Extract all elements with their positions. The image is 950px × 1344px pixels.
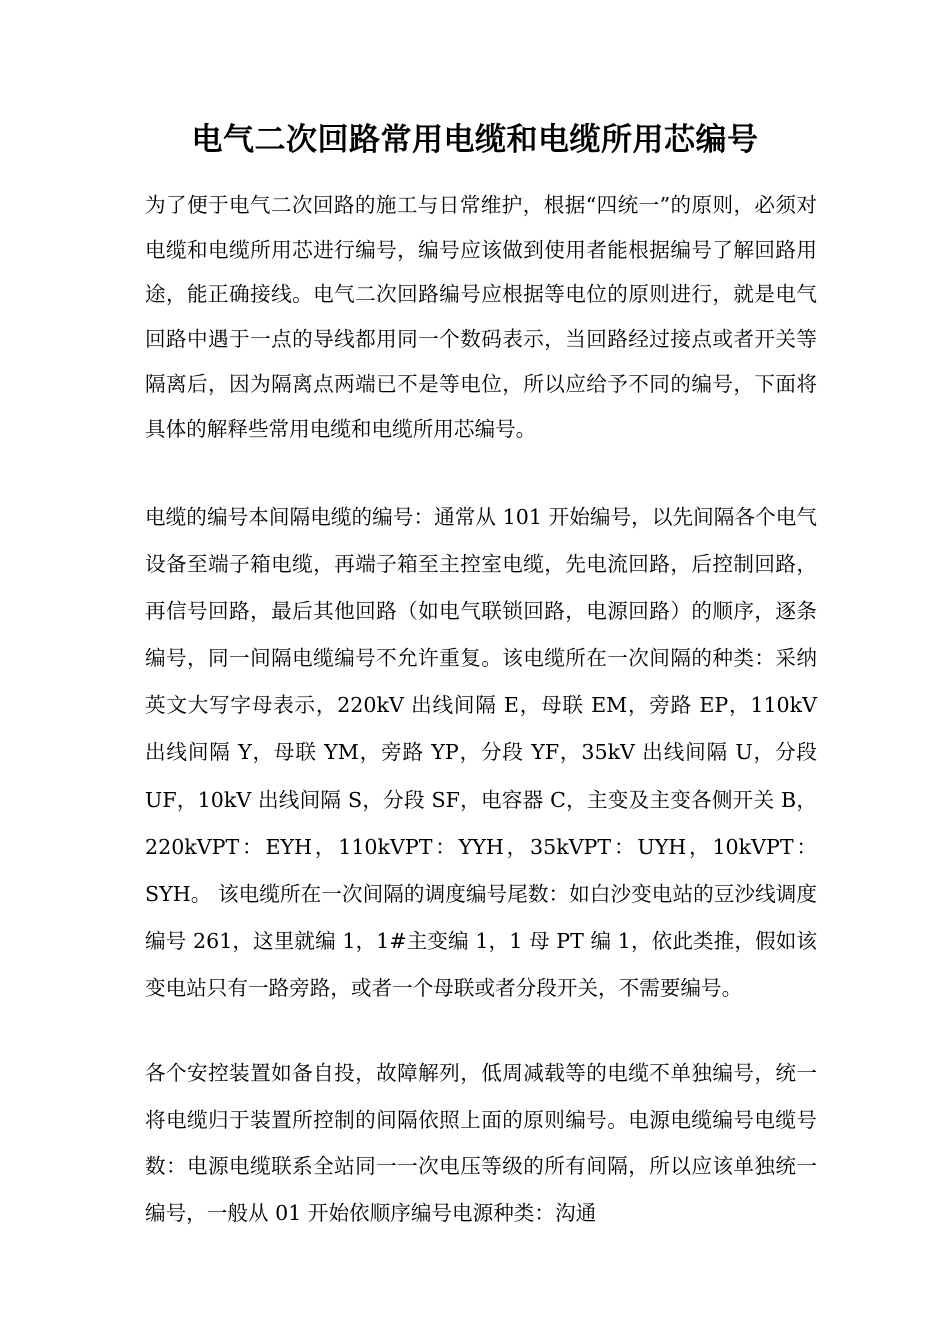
paragraph-cable-numbering: 电缆的编号本间隔电缆的编号：通常从 101 开始编号，以先间隔各个电气设备至端子箱电缆，再端子箱至主控室电缆，先电流回路，后控制回路，再信号回路，最后其他回路（如电气联锁回路，电源回路）的顺序，逐条编号，同一间隔电缆编号不允许重复。该电缆所在一次间隔的种类：采纳英文大写字母表示，220kV 出线间隔 E，母联 EM，旁路 EP，110kV 出线间隔 Y，母联 YM，旁路 YP，分段 YF，35kV 出线间隔 U，分段 UF，10kV 出线间隔 S，分段 SF，电容器 C，主变及主变各侧开关 B，220kVPT：EYH，110kVPT：YYH，35kVPT：UYH，10kVPT：SYH。 该电缆所在一次间隔的调度编号尾数：如白沙变电站的豆沙线调度编号 261，这里就编 1，1#主变编 1，1 母 PT 编 1，依此类推，假如该变电站只有一路旁路，或者一个母联或者分段开关，不需要编号。: [145, 505, 817, 1000]
paragraph-intro: 为了便于电气二次回路的施工与日常维护，根据“四统一”的原则，必须对电缆和电缆所用芯进行编号，编号应该做到使用者能根据编号了解回路用途，能正确接线。电气二次回路编号应根据等电位的原则进行，就是电气回路中遇于一点的导线都用同一个数码表示，当回路经过接点或者开关等隔离后，因为隔离点两端已不是等电位，所以应给予不同的编号，下面将具体的解释些常用电缆和电缆所用芯编号。: [145, 193, 817, 441]
document-title: 电气二次回路常用电缆和电缆所用芯编号: [191, 122, 759, 158]
paragraph-power-cable: 各个安控装置如备自投，故障解列，低周减载等的电缆不单独编号，统一将电缆归于装置所控制的间隔依照上面的原则编号。电源电缆编号电缆号数：电源电缆联系全站同一一次电压等级的所有间隔，所以应该单独统一编号，一般从 01 开始依顺序编号电源种类：沟通: [145, 1061, 817, 1225]
